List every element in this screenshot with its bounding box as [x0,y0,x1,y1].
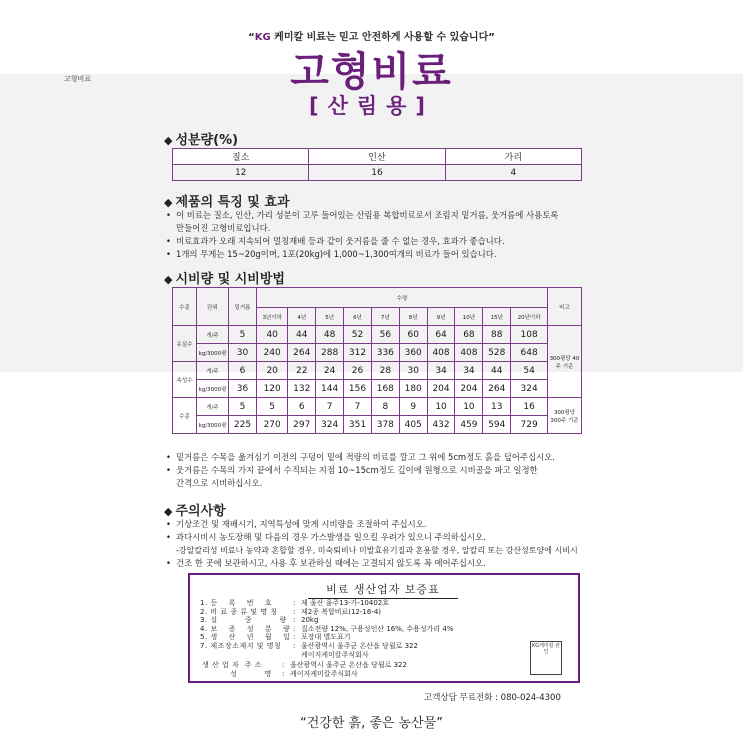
caution-list [166,518,586,570]
list-item: 만들어진 고형비료입니다. [176,223,271,233]
table-cell: 378 [371,416,399,434]
guarantee-row: 7. 제조장소재지 및 명칭 : 울산광역시 울주군 온산읍 당월로 322 [200,641,418,650]
age-header: 4년 [288,308,316,326]
age-header: 10년 [455,308,483,326]
base-cell: 30 [229,344,257,362]
table-cell: 108 [511,326,548,344]
table-cell: 408 [455,344,483,362]
table-cell: 297 [288,416,316,434]
species-name: 수종 [173,398,197,434]
table-cell: 648 [511,344,548,362]
table-cell: 60 [399,326,427,344]
table-cell: 264 [483,380,511,398]
table-cell: 22 [288,362,316,380]
table-cell: 288 [316,344,344,362]
table-cell: 360 [399,344,427,362]
list-item: • 1개의 무게는 15~20g이며, 1포(20kg)에 1,000~1,300여개의 비료가 들어 있습니다. [166,249,497,259]
guarantee-row: 3. 실 중 량 : 20kg [200,616,319,625]
age-header: 6년 [344,308,372,326]
diamond-bullet-icon: ◆ [164,505,173,518]
list-item: • 건조 한 곳에 보관하시고, 사용 후 보관하실 때에는 고결되지 않도록 꼭 메어주십시오. [166,558,486,568]
table-cell: 40 [257,326,288,344]
list-item: • 비료효과가 오래 지속되어 멀칭재배 등과 같이 웃거름을 줄 수 없는 경우, 효과가 좋습니다. [166,236,505,246]
guarantee-rows [200,599,453,659]
age-header: 7년 [371,308,399,326]
table-cell: 351 [344,416,372,434]
table-cell: 432 [427,416,455,434]
table-cell: 405 [399,416,427,434]
table-cell: 44 [288,326,316,344]
table-cell: 324 [316,416,344,434]
table-cell: 88 [483,326,511,344]
table-cell: 56 [371,326,399,344]
unit-cell: kg/3000평 [197,416,229,434]
base-cell: 5 [229,398,257,416]
table-cell: 324 [511,380,548,398]
producer-row: 생 산 업 자 주 소 : 울산광역시 울주군 온산읍 당월로 322 [202,661,407,669]
guarantee-row: 4. 보 증 성 분 량 : 질소전량 12%, 구용성인산 16%, 수용성가리 4% [200,624,454,633]
unit-cell: 개/주 [197,398,229,416]
table-cell: 264 [288,344,316,362]
table-cell: 34 [455,362,483,380]
col-note: 비고 [548,288,582,326]
guarantee-row: 케이지케미칼주식회사 [301,650,369,659]
table-cell: 54 [511,362,548,380]
table-cell: 336 [371,344,399,362]
table-cell: 240 [257,344,288,362]
species-name: 유실수 [173,326,197,362]
table-cell: 6 [288,398,316,416]
features-list [166,209,586,261]
value-potash: 4 [445,165,581,181]
list-item: • 밑거름은 수목을 옮겨심기 이전의 구덩이 밑에 적량의 비료를 깔고 그 위에 5cm정도 흙을 덮어주십시오. [166,452,555,462]
age-header: 15년 [483,308,511,326]
caution-heading: ◆ 주의사항 [164,504,226,519]
tagline: “KG 케미칼 비료는 믿고 안전하게 사용할 수 있습니다” [248,32,495,43]
table-cell: 132 [288,380,316,398]
header-potash: 가리 [445,149,581,165]
product-subtitle: [산림용] [308,94,435,118]
base-cell: 36 [229,380,257,398]
base-cell: 225 [229,416,257,434]
age-header: 20년이하 [511,308,548,326]
table-cell: 168 [371,380,399,398]
diamond-bullet-icon: ◆ [164,196,173,209]
features-heading: ◆ 제품의 특징 및 효과 [164,195,290,210]
age-header: 8년 [399,308,427,326]
dosage-table [172,287,582,434]
unit-cell: kg/3000평 [197,380,229,398]
producer-rows [202,661,407,679]
table-cell: 48 [316,326,344,344]
table-cell: 9 [399,398,427,416]
table-cell: 44 [483,362,511,380]
kg-logo-text: KG [254,32,271,43]
base-cell: 5 [229,326,257,344]
table-cell: 180 [399,380,427,398]
table-cell: 68 [455,326,483,344]
table-cell: 52 [344,326,372,344]
header-nitrogen: 질소 [173,149,309,165]
corner-label: 고형비료 [64,75,92,83]
unit-cell: 개/주 [197,326,229,344]
col-species: 수종 [173,288,197,326]
table-cell: 156 [344,380,372,398]
slogan: “건강한 흙, 좋은 농산물” [299,716,444,731]
col-base: 밑거름 [229,288,257,326]
producer-row: 성 명 : 케이지케미칼주식회사 [230,670,358,678]
composition-table [172,148,582,181]
table-cell: 729 [511,416,548,434]
col-unit: 단위 [197,288,229,326]
table-cell: 120 [257,380,288,398]
table-cell: 204 [455,380,483,398]
table-cell: 64 [427,326,455,344]
table-cell: 144 [316,380,344,398]
list-item: • 이 비료는 질소, 인산, 가리 성분이 고루 들어있는 산림용 복합비료로서 조림지 밑거름, 웃거름에 사용토록 [166,210,559,220]
table-cell: 10 [455,398,483,416]
header-phosphate: 인산 [309,149,445,165]
table-cell: 30 [399,362,427,380]
table-cell: 28 [371,362,399,380]
table-cell: 5 [257,398,288,416]
list-item: • 기상조건 및 재배시기, 지역특성에 맞게 시비량을 조절하여 주십시오. [166,519,427,529]
table-cell: 204 [427,380,455,398]
list-item: 간격으로 시비하십시오. [176,478,263,488]
base-cell: 6 [229,362,257,380]
table-cell: 528 [483,344,511,362]
list-item: • 웃거름은 수목의 가지 끝에서 수직되는 지점 10~15cm정도 깊이에 원형으로 시비골을 파고 일정한 [166,465,538,475]
product-title: 고형비료 [290,49,453,95]
note-cell: 300평당 300주 기준 [548,398,582,434]
guarantee-title: 비료 생산업자 보증표 [308,581,458,599]
dosage-notes [166,451,586,490]
customer-hotline: 고객상담 무료전화 : 080-024-4300 [424,693,561,703]
unit-cell: kg/3000평 [197,344,229,362]
value-nitrogen: 12 [173,165,309,181]
table-cell: 13 [483,398,511,416]
unit-cell: 개/주 [197,362,229,380]
diamond-bullet-icon: ◆ [164,134,173,147]
company-seal-icon: KG케미칼 관인 [530,641,562,675]
table-cell: 7 [344,398,372,416]
table-cell: 7 [316,398,344,416]
guarantee-row: 5. 생 산 년 월 일 : 포장대 별도표기 [200,633,351,642]
table-cell: 26 [344,362,372,380]
age-header: 5년 [316,308,344,326]
note-cell: 300평당 40주 기준 [548,326,582,398]
col-age: 수령 [257,288,548,308]
table-cell: 8 [371,398,399,416]
list-item: • 과다시비시 농도장해 및 다음의 경우 가스발생을 일으킬 우려가 있으니 주의하십시오. [166,532,486,542]
age-header: 9년 [427,308,455,326]
table-cell: 20 [257,362,288,380]
dosage-heading: ◆ 시비량 및 시비방법 [164,272,285,287]
table-cell: 270 [257,416,288,434]
age-header: 3년이하 [257,308,288,326]
value-phosphate: 16 [309,165,445,181]
guarantee-row: 1. 등 록 번 호 : 제 울산 울주13-가-10402호 [200,599,390,607]
guarantee-row: 2. 비 료 종 류 및 명 칭 : 제2종 복합비료(12-16-4) [200,607,382,616]
composition-heading: ◆ 성분량(%) [164,133,239,148]
table-cell: 10 [427,398,455,416]
table-cell: 312 [344,344,372,362]
species-name: 속성수 [173,362,197,398]
table-cell: 594 [483,416,511,434]
diamond-bullet-icon: ◆ [164,273,173,286]
table-cell: 408 [427,344,455,362]
table-cell: 34 [427,362,455,380]
table-cell: 459 [455,416,483,434]
guarantee-box [188,573,580,683]
table-cell: 24 [316,362,344,380]
table-cell: 16 [511,398,548,416]
list-item: -강알칼리성 비료나 농약과 혼합할 경우, 미숙퇴비나 미발효유기질과 혼용할 경우, 알칼리 또는 강산성토양에 시비시 [176,546,578,555]
